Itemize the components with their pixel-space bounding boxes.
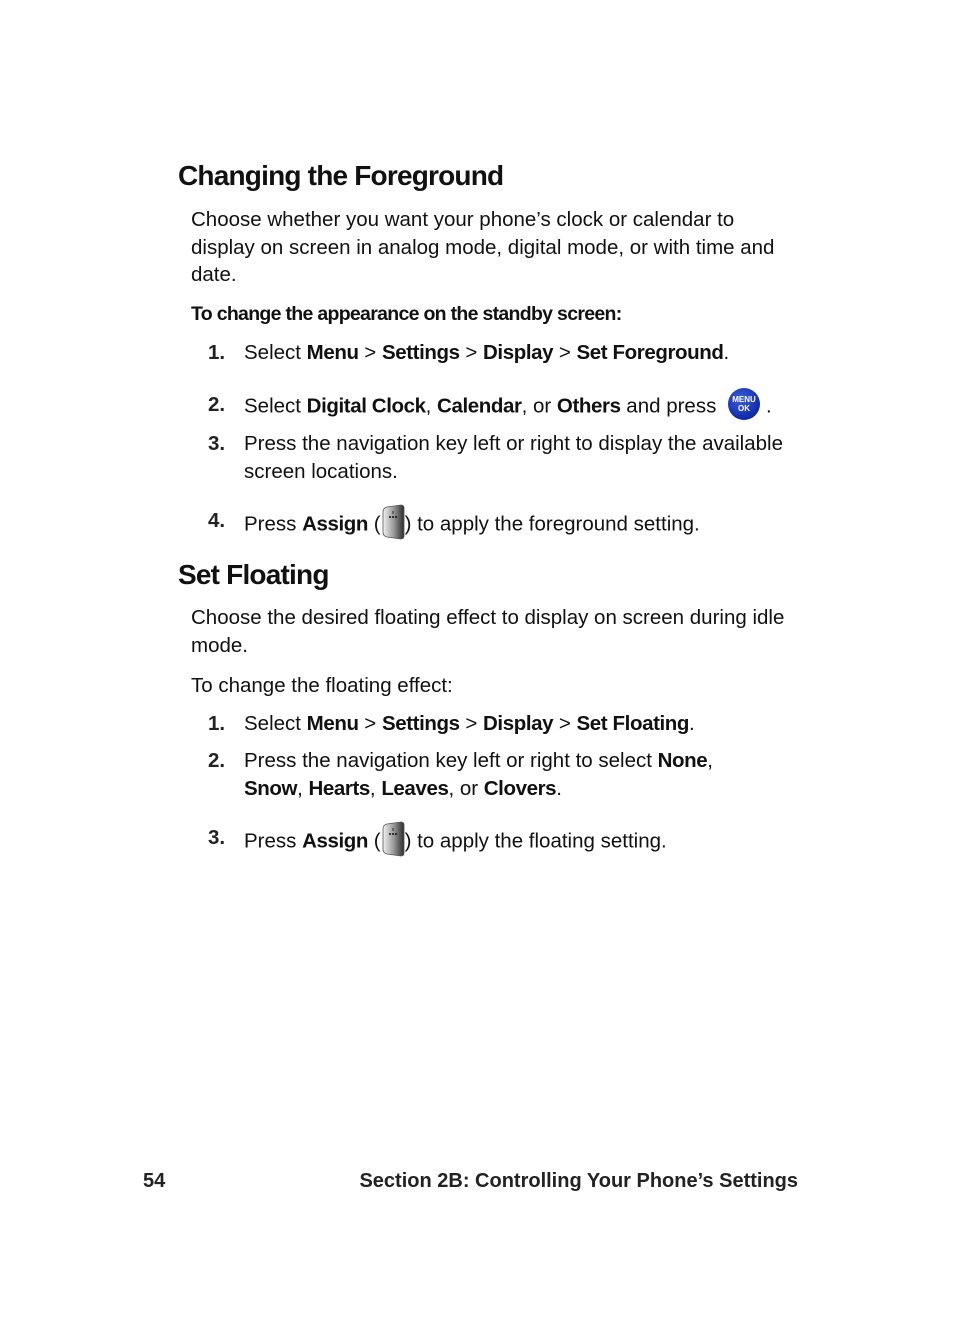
page-number: 54 [143, 1170, 166, 1192]
right-softkey-icon [381, 504, 405, 540]
step-number: 2. [208, 749, 226, 772]
running-footer-section-title: Section 2B: Controlling Your Phone’s Settings [359, 1170, 798, 1192]
step-number: 3. [208, 432, 226, 455]
step-text: Select Menu > Settings > Display > Set Foreground. [244, 341, 730, 364]
step-number: 4. [208, 509, 226, 532]
section-heading-foreground: Changing the Foreground [178, 160, 504, 191]
procedure-lead-foreground: To change the appearance on the standby screen: [191, 303, 622, 325]
step-text: Select Digital Clock, Calendar, or Others and press MENU OK . [244, 391, 792, 423]
step-text: Select Menu > Settings > Display > Set Floating. [244, 712, 695, 735]
intro-paragraph-floating: Choose the desired floating effect to display on screen during idle mode. [191, 606, 785, 657]
step-number: 2. [208, 393, 226, 416]
step-text: Press Assign ( ) to apply the floating setting. [244, 824, 792, 860]
step-text: Press Assign ( ) to apply the foreground setting. [244, 507, 792, 543]
procedure-lead-floating: To change the floating effect: [191, 674, 453, 697]
menu-ok-key-icon: MENU OK [728, 388, 760, 420]
step-text: Press the navigation key left or right to display the available screen locations. [244, 432, 783, 483]
right-softkey-icon [381, 821, 405, 857]
step-number: 3. [208, 826, 226, 849]
intro-paragraph-foreground: Choose whether you want your phone’s clock or calendar to display on screen in analog mode, digital mode, or with time and date. [191, 208, 775, 286]
section-heading-floating: Set Floating [178, 559, 329, 590]
step-text: Press the navigation key left or right to select None, Snow, Hearts, Leaves, or Clovers. [244, 749, 713, 800]
step-number: 1. [208, 341, 226, 364]
step-number: 1. [208, 712, 226, 735]
